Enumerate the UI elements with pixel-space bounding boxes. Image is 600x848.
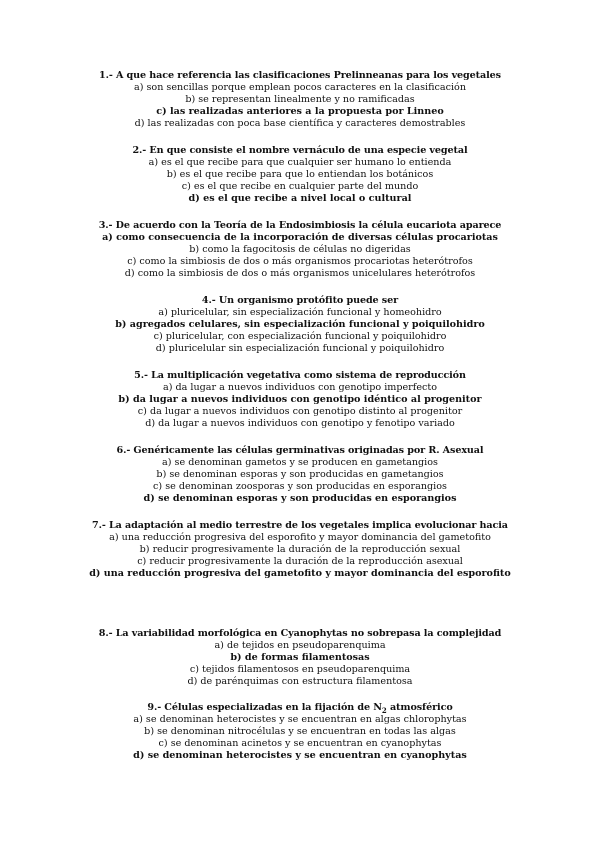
option-c: c) se denominan acinetos y se encuentran en cyanophytas [158,738,442,749]
option-a: a) es el que recibe para que cualquier ser humano lo entienda [148,157,452,168]
question-title: 2.- En que consiste el nombre vernáculo de una especie vegetal [132,145,468,156]
option-b: b) da lugar a nuevos individuos con genotipo idéntico al progenitor [118,394,482,405]
question-title: 5.- La multiplicación vegetativa como sistema de reproducción [134,370,466,381]
option-c: c) reducir progresivamente la duración de la reproducción asexual [137,556,463,567]
question-title: 3.- De acuerdo con la Teoría de la Endosimbiosis la célula eucariota aparece [98,220,502,231]
option-a: a) de tejidos en pseudoparenquima [214,640,386,651]
option-b: b) reducir progresivamente la duración de la reproducción sexual [139,544,461,555]
option-b: b) se denominan esporas y son producidas en gametangios [156,469,444,480]
question-7 [0,520,600,580]
option-a: a) como consecuencia de la incorporación de diversas células procariotas [102,232,498,243]
question-title: 8.- La variabilidad morfológica en Cyanophytas no sobrepasa la complejidad [98,628,502,639]
option-c: c) se denominan zoosporas y son producidas en esporangios [153,481,447,492]
question-title: 1.- A que hace referencia las clasificaciones Prelinneanas para los vegetales [99,70,501,81]
option-d: d) las realizadas con poca base científica y caracteres demostrables [134,118,466,129]
option-b: b) se representan linealmente y no ramificadas [185,94,415,105]
question-8 [0,628,600,688]
option-b: b) como la fagocitosis de células no digeridas [189,244,411,255]
question-title-after: atmosférico [386,702,453,713]
option-a: a) se denominan heterocistes y se encuentran en algas chlorophytas [133,714,467,725]
question-2 [0,145,600,205]
option-d: d) pluricelular sin especialización funcional y poiquilohidro [155,343,445,354]
option-d: d) se denominan heterocistes y se encuentran en cyanophytas [133,750,467,761]
option-a: a) se denominan gametos y se producen en gametangios [162,457,438,468]
question-title: 4.- Un organismo protófito puede ser [201,295,399,306]
option-d: d) de parénquimas con estructura filamentosa [187,676,413,687]
question-1 [0,70,600,130]
option-d: d) una reducción progresiva del gametofito y mayor dominancia del esporofito [89,568,511,579]
question-title-before: 9.- Células especializadas en la fijación de N [147,702,382,713]
option-a: a) pluricelular, sin especialización funcional y homeohidro [158,307,442,318]
question-4 [0,295,600,355]
question-title: 6.- Genéricamente las células germinativas originadas por R. Asexual [116,445,484,456]
option-c: c) las realizadas anteriores a la propuesta por Linneo [156,106,444,117]
option-d: d) es el que recibe a nivel local o cultural [188,193,412,204]
option-d: d) como la simbiosis de dos o más organismos unicelulares heterótrofos [124,268,476,279]
question-title: 7.- La adaptación al medio terrestre de los vegetales implica evolucionar hacia [92,520,508,531]
question-9 [0,702,600,762]
option-a: a) son sencillas porque emplean pocos caracteres en la clasificación [133,82,466,93]
option-c: c) da lugar a nuevos individuos con genotipo distinto al progenitor [137,406,463,417]
question-title [0,702,600,714]
option-b: b) es el que recibe para que lo entiendan los botánicos [166,169,434,180]
question-5 [0,370,600,430]
subscript-2: 2 [381,705,387,714]
option-b: b) de formas filamentosas [230,652,370,663]
option-a: a) una reducción progresiva del esporofito y mayor dominancia del gametofito [109,532,491,543]
option-b: b) se denominan nitrocélulas y se encuentran en todas las algas [144,726,456,737]
option-c: c) pluricelular, con especialización funcional y poiquilohidro [153,331,447,342]
question-3 [0,220,600,280]
option-d: d) da lugar a nuevos individuos con genotipo y fenotipo variado [145,418,455,429]
option-c: c) como la simbiosis de dos o más organismos procariotas heterótrofos [127,256,473,267]
option-a: a) da lugar a nuevos individuos con genotipo imperfecto [163,382,437,393]
question-6 [0,445,600,505]
option-c: c) tejidos filamentosos en pseudoparenquima [189,664,411,675]
option-c: c) es el que recibe en cualquier parte del mundo [181,181,419,192]
option-d: d) se denominan esporas y son producidas en esporangios [143,493,457,504]
option-b: b) agregados celulares, sin especialización funcional y poiquilohidro [115,319,485,330]
